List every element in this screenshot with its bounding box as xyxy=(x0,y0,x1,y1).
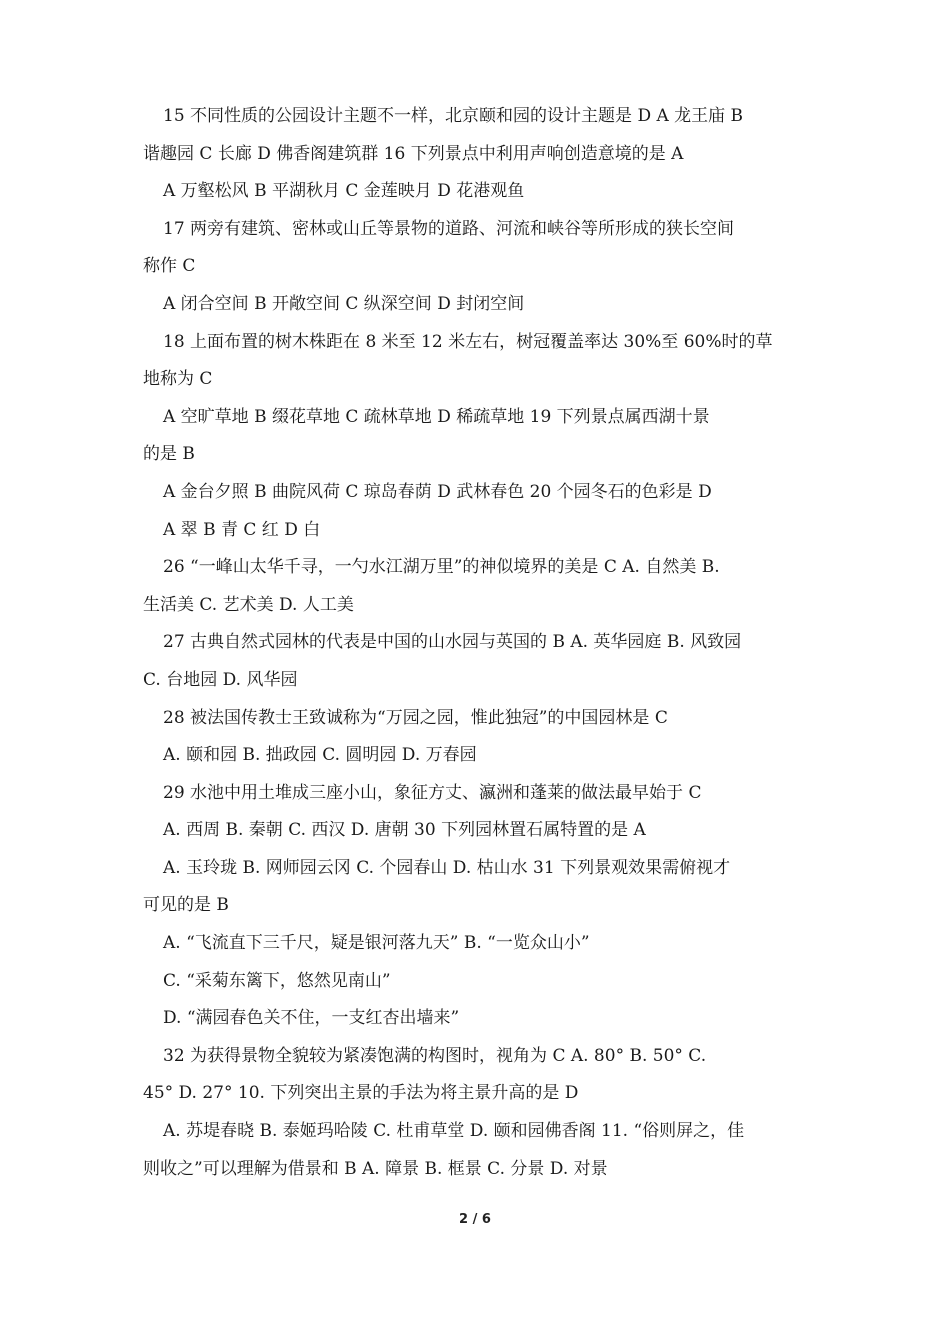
text-line: 可见的是 B xyxy=(143,895,229,916)
document-body xyxy=(143,98,811,1188)
text-line: 18 上面布置的树木株距在 8 米至 12 米左右，树冠覆盖率达 30%至 60%时的草 xyxy=(163,331,773,352)
text-line: A. 苏堤春晓 B. 泰姬玛哈陵 C. 杜甫草堂 D. 颐和园佛香阁 11. “俗则屏之，佳 xyxy=(163,1121,745,1142)
text-line: 45° D. 27° 10. 下列突出主景的手法为将主景升高的是 D xyxy=(143,1083,579,1104)
text-line: 29 水池中用土堆成三座小山，象征方丈、瀛洲和蓬莱的做法最早始于 C xyxy=(163,782,702,803)
text-line: 15 不同性质的公园设计主题不一样，北京颐和园的设计主题是 D A 龙王庙 B xyxy=(163,106,744,126)
text-line: A. 西周 B. 秦朝 C. 西汉 D. 唐朝 30 下列园林置石属特置的是 A xyxy=(163,820,646,841)
text-line: D. “满园春色关不住，一支红杏出墙来” xyxy=(163,1008,460,1029)
text-line: A 万壑松风 B 平湖秋月 C 金莲映月 D 花港观鱼 xyxy=(163,181,525,202)
text-line: C. 台地园 D. 风华园 xyxy=(143,669,298,690)
text-line: 谐趣园 C 长廊 D 佛香阁建筑群 16 下列景点中利用声响创造意境的是 A xyxy=(143,143,684,164)
text-line: A 闭合空间 B 开敞空间 C 纵深空间 D 封闭空间 xyxy=(163,293,525,314)
text-line: 则收之”可以理解为借景和 B A. 障景 B. 框景 C. 分景 D. 对景 xyxy=(143,1158,608,1179)
page-number: 2 / 6 xyxy=(459,1212,491,1227)
text-line: A. 颐和园 B. 拙政园 C. 圆明园 D. 万春园 xyxy=(163,745,477,766)
text-line: C. “采菊东篱下，悠然见南山” xyxy=(163,970,391,991)
text-line: 32 为获得景物全貌较为紧凑饱满的构图时，视角为 C A. 80° B. 50° C. xyxy=(163,1045,707,1066)
text-line: 26 “一峰山太华千寻，一勺水江湖万里”的神似境界的美是 C A. 自然美 B. xyxy=(163,557,720,578)
text-line: 28 被法国传教士王致诚称为“万园之园，惟此独冠”的中国园林是 C xyxy=(163,707,668,728)
text-line: A 空旷草地 B 缀花草地 C 疏林草地 D 稀疏草地 19 下列景点属西湖十景 xyxy=(163,406,710,427)
text-line: A. “飞流直下三千尺，疑是银河落九天” B. “一览众山小” xyxy=(163,933,590,954)
text-line: A 翠 B 青 C 红 D 白 xyxy=(163,519,321,540)
text-line: 地称为 C xyxy=(143,369,213,390)
text-line: A 金台夕照 B 曲院风荷 C 琼岛春荫 D 武林春色 20 个园冬石的色彩是 D xyxy=(163,481,712,502)
text-line: 17 两旁有建筑、密林或山丘等景物的道路、河流和峡谷等所形成的狭长空间 xyxy=(163,218,735,239)
text-line: 27 古典自然式园林的代表是中国的山水园与英国的 B A. 英华园庭 B. 风致园 xyxy=(163,632,742,653)
text-line: A. 玉玲珑 B. 网师园云冈 C. 个园春山 D. 枯山水 31 下列景观效果需俯视才 xyxy=(163,857,731,878)
text-line: 的是 B xyxy=(143,444,195,465)
text-line: 生活美 C. 艺术美 D. 人工美 xyxy=(143,594,354,615)
text-line: 称作 C xyxy=(143,256,196,277)
